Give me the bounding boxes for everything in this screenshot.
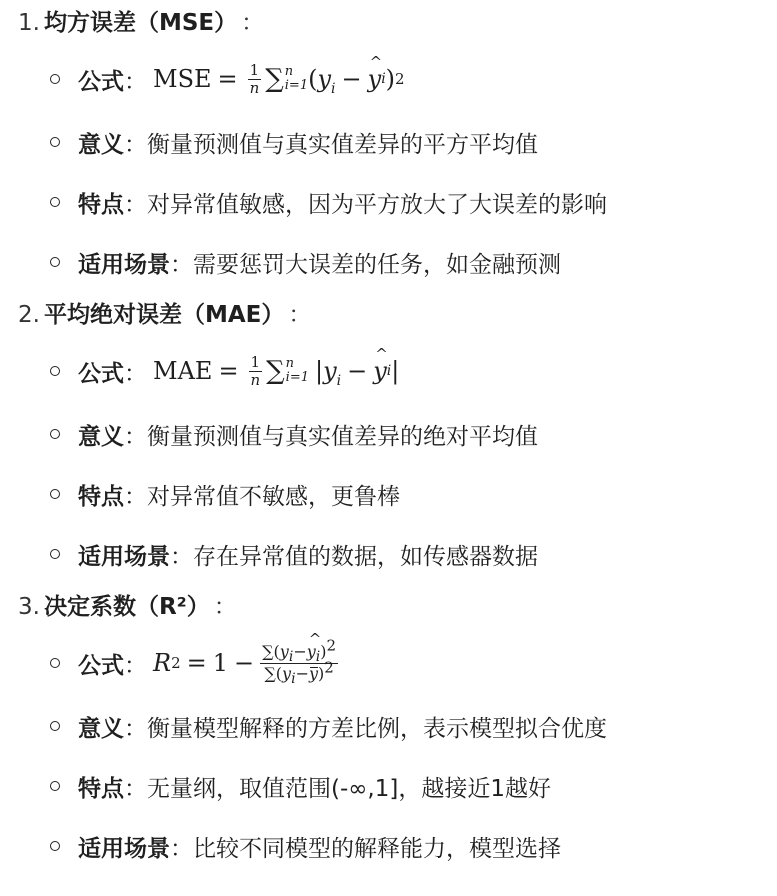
item-label: 意义 — [78, 715, 124, 742]
item-colon: ： — [124, 131, 147, 158]
list-item — [18, 816, 777, 876]
item-colon: ： — [124, 423, 147, 450]
bullet-icon — [50, 257, 60, 267]
formula-one: 1 — [212, 649, 229, 677]
bullet-icon — [50, 781, 60, 791]
item-colon: ： — [170, 251, 193, 278]
item-label: 适用场景 — [78, 543, 170, 570]
item-text: 需要惩罚大误差的任务，如金融预测 — [193, 251, 561, 278]
frac-numerator: 1 — [249, 60, 260, 79]
frac-denominator: n — [249, 78, 260, 97]
bullet-icon — [50, 429, 60, 439]
frac-denominator: ∑(yi−y)2 — [264, 658, 334, 687]
item-label: 特点 — [78, 775, 124, 802]
item-text: 衡量预测值与真实值差异的绝对平均值 — [147, 423, 538, 450]
frac-numerator: ∑(yi−^ yi)2 — [260, 644, 338, 664]
item-label: 特点 — [78, 483, 124, 510]
section-number: 3. — [18, 594, 40, 620]
item-text: 无量纲，取值范围(-∞,1]，越接近1越好 — [147, 775, 551, 802]
item-text: 比较不同模型的解释能力，模型选择 — [193, 835, 561, 862]
list-item — [18, 172, 777, 232]
item-colon: ： — [124, 775, 147, 802]
list-item-formula — [18, 338, 777, 404]
formula-fraction — [248, 60, 262, 97]
bullet-icon — [50, 197, 60, 207]
section-heading — [18, 0, 777, 46]
sum-upper: n — [285, 356, 295, 372]
list-item — [18, 404, 777, 464]
formula-equals: = — [186, 649, 207, 677]
r2-formula: R 2 = 1 − $\frac{\sum(yi-\^{} yi)2}{\sum(yi-y)2}$ — [153, 644, 338, 683]
list-item — [18, 756, 777, 816]
item-text: 存在异常值的数据，如传感器数据 — [193, 543, 538, 570]
item-label: 公式 — [78, 652, 124, 679]
item-colon: ： — [124, 191, 147, 218]
section-heading — [18, 584, 777, 630]
section-colon: ： — [288, 302, 312, 328]
formula-minus: − — [234, 649, 255, 677]
list-item — [18, 112, 777, 172]
frac-numerator: 1 — [250, 352, 261, 371]
item-colon: ： — [170, 543, 193, 570]
item-text: 衡量模型解释的方差比例，表示模型拟合优度 — [147, 715, 607, 742]
mse-formula: MSE = $\frac{1}{n}$ ∑ n i=1 ( $y_i$ − ^ y i ) 2 — [153, 63, 405, 96]
bullet-icon — [50, 366, 60, 376]
item-label: 公式 — [78, 360, 124, 387]
list-item — [18, 524, 777, 584]
list-item — [18, 464, 777, 524]
bullet-icon — [50, 74, 60, 84]
item-label: 公式 — [78, 68, 124, 95]
item-label: 意义 — [78, 423, 124, 450]
item-label: 适用场景 — [78, 835, 170, 862]
section-title: 均方误差（MSE） — [43, 10, 238, 36]
formula-name: MSE — [153, 65, 212, 93]
section-colon: ： — [241, 10, 265, 36]
item-label: 特点 — [78, 191, 124, 218]
item-colon: ： — [124, 652, 147, 679]
item-label: 意义 — [78, 131, 124, 158]
formula-fraction — [260, 636, 338, 687]
bullet-icon — [50, 658, 60, 668]
list-item-formula — [18, 630, 777, 696]
formula-name: R — [153, 649, 172, 677]
formula-fraction — [249, 352, 263, 389]
frac-denominator: n — [250, 370, 261, 389]
section-title: 平均绝对误差（MAE） — [43, 302, 285, 328]
mae-formula: MAE = $\frac{1}{n}$ ∑ n i=1 | $y_i$ − ^ y i | — [153, 355, 399, 388]
item-colon: ： — [124, 360, 147, 387]
sum-lower: i=1 — [285, 370, 309, 385]
summation-icon: ∑ n i=1 — [265, 64, 309, 94]
sum-upper: n — [284, 64, 294, 80]
bullet-icon — [50, 841, 60, 851]
item-label: 适用场景 — [78, 251, 170, 278]
section-number: 1. — [18, 10, 40, 36]
list-item-formula — [18, 46, 777, 112]
formula-equals: = — [217, 65, 238, 93]
item-text: 衡量预测值与真实值差异的平方平均值 — [147, 131, 538, 158]
section-title: 决定系数（R²） — [43, 594, 210, 620]
item-text: 对异常值不敏感，更鲁棒 — [147, 483, 400, 510]
bullet-icon — [50, 137, 60, 147]
list-item — [18, 696, 777, 756]
summation-icon: ∑ n i=1 — [266, 356, 309, 386]
formula-name: MAE — [153, 357, 213, 385]
bullet-icon — [50, 489, 60, 499]
bullet-icon — [50, 549, 60, 559]
sum-lower: i=1 — [284, 78, 309, 93]
formula-equals: = — [218, 357, 239, 385]
section-colon: ： — [213, 594, 237, 620]
item-colon: ： — [124, 68, 147, 95]
item-colon: ： — [170, 835, 193, 862]
section-number: 2. — [18, 302, 40, 328]
item-text: 对异常值敏感，因为平方放大了大误差的影响 — [147, 191, 607, 218]
item-colon: ： — [124, 715, 147, 742]
list-item — [18, 232, 777, 292]
section-heading — [18, 292, 777, 338]
item-colon: ： — [124, 483, 147, 510]
bullet-icon — [50, 721, 60, 731]
